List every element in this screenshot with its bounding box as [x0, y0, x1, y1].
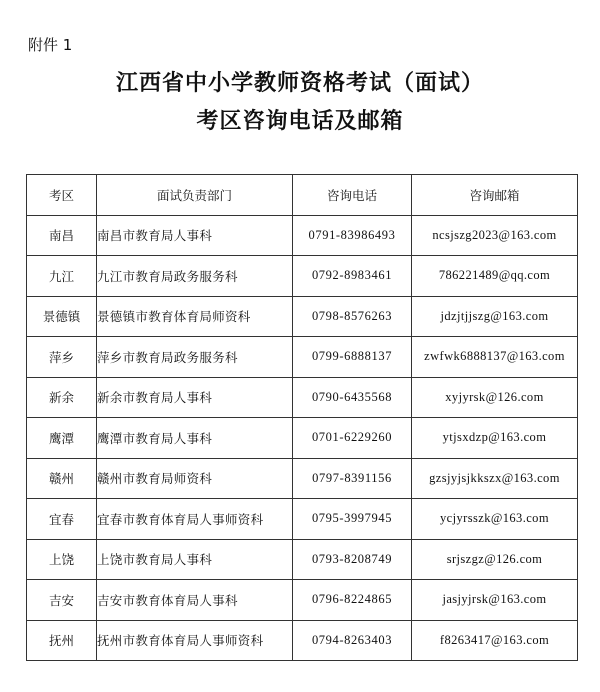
area-cell: 上饶: [27, 539, 97, 580]
phone-cell: 0791-83986493: [293, 215, 412, 256]
phone-cell: 0701-6229260: [293, 418, 412, 459]
table-row: [27, 337, 578, 378]
department-cell: 抚州市教育体育局人事师资科: [97, 620, 293, 661]
table-row: [27, 458, 578, 499]
phone-cell: 0793-8208749: [293, 539, 412, 580]
department-cell: 新余市教育局人事科: [97, 377, 293, 418]
header-area: 考区: [27, 175, 97, 216]
area-cell: 抚州: [27, 620, 97, 661]
phone-cell: 0794-8263403: [293, 620, 412, 661]
table-row: [27, 215, 578, 256]
email-cell[interactable]: jdzjtjjszg@163.com: [412, 296, 578, 337]
email-cell[interactable]: srjszgz@126.com: [412, 539, 578, 580]
area-cell: 九江: [27, 256, 97, 297]
area-cell: 吉安: [27, 580, 97, 621]
email-cell[interactable]: 786221489@qq.com: [412, 256, 578, 297]
table-row: [27, 620, 578, 661]
phone-cell: 0799-6888137: [293, 337, 412, 378]
table-body: [27, 215, 578, 661]
phone-cell: 0792-8983461: [293, 256, 412, 297]
phone-cell: 0798-8576263: [293, 296, 412, 337]
department-cell: 景德镇市教育体育局师资科: [97, 296, 293, 337]
department-cell: 九江市教育局政务服务科: [97, 256, 293, 297]
header-phone: 咨询电话: [293, 175, 412, 216]
table-header-row: [27, 175, 578, 216]
email-cell[interactable]: ytjsxdzp@163.com: [412, 418, 578, 459]
phone-cell: 0790-6435568: [293, 377, 412, 418]
area-cell: 赣州: [27, 458, 97, 499]
department-cell: 鹰潭市教育局人事科: [97, 418, 293, 459]
department-cell: 宜春市教育体育局人事师资科: [97, 499, 293, 540]
email-cell[interactable]: f8263417@163.com: [412, 620, 578, 661]
header-department: 面试负责部门: [97, 175, 293, 216]
email-cell[interactable]: ncsjszg2023@163.com: [412, 215, 578, 256]
table-row: [27, 418, 578, 459]
table-row: [27, 256, 578, 297]
email-cell[interactable]: zwfwk6888137@163.com: [412, 337, 578, 378]
department-cell: 萍乡市教育局政务服务科: [97, 337, 293, 378]
table-row: [27, 539, 578, 580]
phone-cell: 0796-8224865: [293, 580, 412, 621]
area-cell: 宜春: [27, 499, 97, 540]
department-cell: 南昌市教育局人事科: [97, 215, 293, 256]
area-cell: 鹰潭: [27, 418, 97, 459]
contact-table: [26, 174, 578, 661]
document-title: 江西省中小学教师资格考试（面试）: [115, 70, 484, 96]
header-email: 咨询邮箱: [412, 175, 578, 216]
email-cell[interactable]: xyjyrsk@126.com: [412, 377, 578, 418]
area-cell: 新余: [27, 377, 97, 418]
table-row: [27, 499, 578, 540]
department-cell: 上饶市教育局人事科: [97, 539, 293, 580]
table-row: [27, 377, 578, 418]
area-cell: 景德镇: [27, 296, 97, 337]
area-cell: 南昌: [27, 215, 97, 256]
area-cell: 萍乡: [27, 337, 97, 378]
phone-cell: 0795-3997945: [293, 499, 412, 540]
table-row: [27, 580, 578, 621]
department-cell: 赣州市教育局师资科: [97, 458, 293, 499]
table-row: [27, 296, 578, 337]
department-cell: 吉安市教育体育局人事科: [97, 580, 293, 621]
email-cell[interactable]: ycjyrsszk@163.com: [412, 499, 578, 540]
phone-cell: 0797-8391156: [293, 458, 412, 499]
attachment-label: 附件 1: [28, 36, 73, 54]
email-cell[interactable]: gzsjyjsjkkszx@163.com: [412, 458, 578, 499]
document-subtitle: 考区咨询电话及邮箱: [196, 108, 404, 134]
email-cell[interactable]: jasjyjrsk@163.com: [412, 580, 578, 621]
